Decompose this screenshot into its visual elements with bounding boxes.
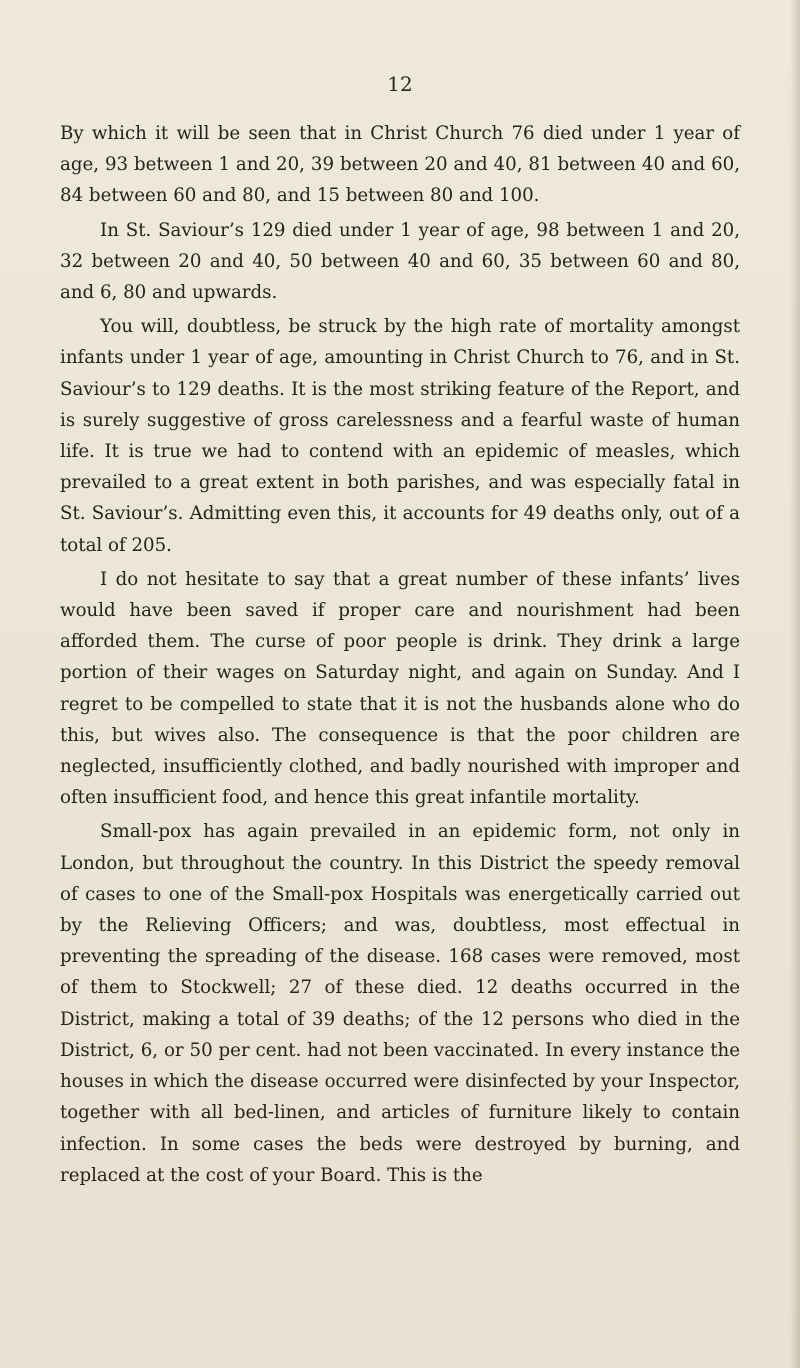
paragraph-infant-mortality: You will, doubtless, be struck by the high rate of mortality amongst infants under 1 year of age, amounting in Christ Church to 76, and in St. Saviour’s to 129 deaths. It is the most striking feature of the Report, and is surely suggestive of gross carelessness and a fearful waste of human life. It is true we had to contend with an epidemic of measles, which prevailed to a great extent in both parishes, and was especially fatal in St. Saviour’s. Admitting even this, it accounts for 49 deaths only, out of a total of 205. [60, 316, 740, 556]
paragraph-small-pox: Small-pox has again prevailed in an epidemic form, not only in London, but throughout the country. In this District the speedy removal of cases to one of the Small-pox Hospitals was energetically carried out by the Relieving Officers; and was, doubtless, most effectual in preventing the spreading of the disease. 168 cases were removed, most of them to Stockwell; 27 of these died. 12 deaths occurred in the District, making a total of 39 deaths; of the 12 persons who died in the District, 6, or 50 per cent. had not been vaccinated. In every instance the houses in which the disease occurred were disinfected by your Inspector, together with all bed-linen, and articles of furniture likely to contain infection. In some cases the beds were destroyed by burning, and replaced at the cost of your Board. This is the [60, 821, 740, 1186]
paragraph-age-st-saviours: In St. Saviour’s 129 died under 1 year of age, 98 between 1 and 20, 32 between 20 and 40, 50 between 40 and 60, 35 between 60 and 80, and 6, 80 and upwards. [60, 219, 740, 304]
body-text [60, 118, 740, 1194]
paragraph-drink: I do not hesitate to say that a great number of these infants’ lives would have been saved if proper care and nourishment had been afforded them. The curse of poor people is drink. They drink a large portion of their wages on Saturday night, and again on Sunday. And I regret to be compelled to state that it is not the husbands alone who do this, but wives also. The consequence is that the poor children are neglected, insufficiently clothed, and badly nourished with improper and often insufficient food, and hence this great infantile mortality. [60, 568, 740, 809]
paragraph-age-christ-church: By which it will be seen that in Christ Church 76 died under 1 year of age, 93 between 1 and 20, 39 between 20 and 40, 81 between 40 and 60, 84 between 60 and 80, and 15 between 80 and 100. [60, 123, 740, 207]
page-edge-shadow [790, 0, 800, 1368]
page-number: 12 [387, 72, 413, 96]
